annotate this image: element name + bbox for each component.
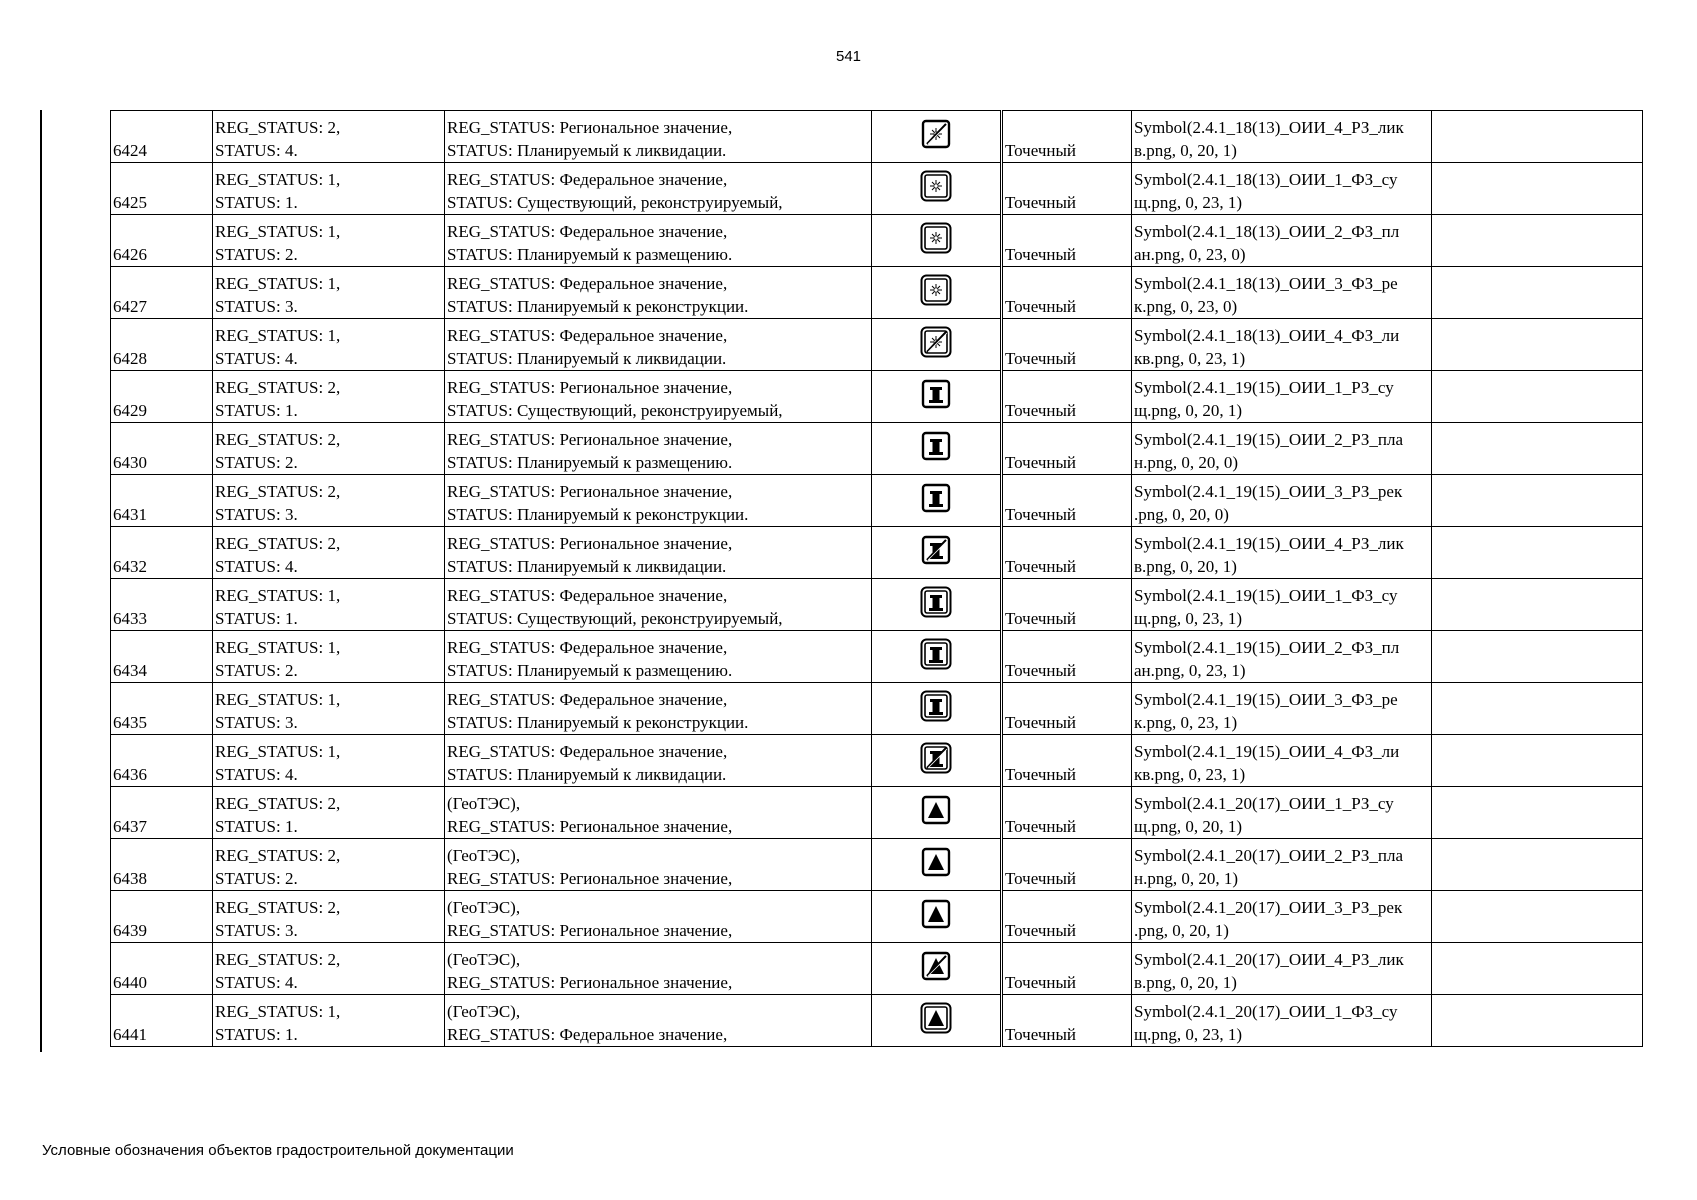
- description-line-1: (ГеоТЭС),: [447, 950, 521, 969]
- row-symbol: [872, 475, 1002, 527]
- row-status: [213, 475, 445, 527]
- row-symbol: [872, 943, 1002, 995]
- pillar-federal-icon: [920, 690, 952, 728]
- row-empty: [1432, 215, 1643, 267]
- row-symbol-def: [1132, 163, 1432, 215]
- status-line-2: STATUS: 2.: [215, 661, 298, 680]
- description-line-1: REG_STATUS: Федеральное значение,: [447, 742, 728, 761]
- status-line-2: STATUS: 3.: [215, 505, 298, 524]
- description-line-1: REG_STATUS: Региональное значение,: [447, 430, 733, 449]
- row-geometry: Точечный: [1002, 111, 1132, 163]
- row-code: 6424: [111, 111, 213, 163]
- table-row: [111, 631, 1643, 683]
- row-empty: [1432, 891, 1643, 943]
- electronics-federal-icon: [920, 170, 952, 208]
- row-symbol-def: [1132, 475, 1432, 527]
- status-line-1: REG_STATUS: 1,: [215, 586, 341, 605]
- status-line-1: REG_STATUS: 2,: [215, 898, 341, 917]
- table-row: [111, 787, 1643, 839]
- symbol-def-line-1: Symbol(2.4.1_18(13)_ОИИ_3_ФЗ_ре: [1134, 274, 1398, 293]
- row-status: [213, 319, 445, 371]
- row-empty: [1432, 683, 1643, 735]
- row-code: 6441: [111, 995, 213, 1047]
- row-empty: [1432, 267, 1643, 319]
- row-description: [445, 475, 872, 527]
- row-symbol: [872, 787, 1002, 839]
- row-geometry: Точечный: [1002, 371, 1132, 423]
- row-geometry: Точечный: [1002, 423, 1132, 475]
- row-description: [445, 839, 872, 891]
- row-code: 6437: [111, 787, 213, 839]
- status-line-1: REG_STATUS: 2,: [215, 846, 341, 865]
- symbol-def-line-1: Symbol(2.4.1_19(15)_ОИИ_4_РЗ_лик: [1134, 534, 1404, 553]
- description-line-1: (ГеоТЭС),: [447, 1002, 521, 1021]
- description-line-1: REG_STATUS: Федеральное значение,: [447, 326, 728, 345]
- table-row: [111, 891, 1643, 943]
- description-line-2: STATUS: Планируемый к ликвидации.: [447, 141, 727, 160]
- status-line-1: REG_STATUS: 1,: [215, 690, 341, 709]
- row-description: [445, 319, 872, 371]
- row-code: 6433: [111, 579, 213, 631]
- table-row: [111, 579, 1643, 631]
- row-status: [213, 267, 445, 319]
- row-description: [445, 787, 872, 839]
- status-line-2: STATUS: 4.: [215, 973, 298, 992]
- symbol-def-line-1: Symbol(2.4.1_18(13)_ОИИ_1_ФЗ_су: [1134, 170, 1398, 189]
- row-status: [213, 163, 445, 215]
- table-row: [111, 111, 1643, 163]
- row-symbol: [872, 683, 1002, 735]
- symbol-def-line-2: в.png, 0, 20, 1): [1134, 973, 1237, 992]
- row-geometry: Точечный: [1002, 163, 1132, 215]
- row-status: [213, 839, 445, 891]
- row-code: 6429: [111, 371, 213, 423]
- row-symbol-def: [1132, 735, 1432, 787]
- row-geometry: Точечный: [1002, 475, 1132, 527]
- description-line-2: STATUS: Планируемый к размещению.: [447, 245, 733, 264]
- row-status: [213, 579, 445, 631]
- status-line-2: STATUS: 2.: [215, 245, 298, 264]
- row-empty: [1432, 735, 1643, 787]
- symbol-def-line-1: Symbol(2.4.1_20(17)_ОИИ_2_РЗ_пла: [1134, 846, 1404, 865]
- status-line-1: REG_STATUS: 2,: [215, 430, 341, 449]
- row-code: 6439: [111, 891, 213, 943]
- row-symbol-def: [1132, 423, 1432, 475]
- row-symbol-def: [1132, 787, 1432, 839]
- symbol-def-line-2: ан.png, 0, 23, 1): [1134, 661, 1246, 680]
- electronics-federal-icon: [920, 274, 952, 312]
- row-description: [445, 631, 872, 683]
- symbol-def-line-2: щ.png, 0, 20, 1): [1134, 401, 1243, 420]
- row-symbol-def: [1132, 267, 1432, 319]
- description-line-1: (ГеоТЭС),: [447, 898, 521, 917]
- row-status: [213, 735, 445, 787]
- description-line-2: REG_STATUS: Региональное значение,: [447, 973, 733, 992]
- table-row: [111, 319, 1643, 371]
- row-symbol-def: [1132, 631, 1432, 683]
- symbol-def-line-2: щ.png, 0, 20, 1): [1134, 817, 1243, 836]
- table-row: [111, 839, 1643, 891]
- row-description: [445, 735, 872, 787]
- description-line-2: REG_STATUS: Региональное значение,: [447, 869, 733, 888]
- symbol-def-line-1: Symbol(2.4.1_19(15)_ОИИ_1_РЗ_су: [1134, 378, 1394, 397]
- status-line-2: STATUS: 3.: [215, 297, 298, 316]
- row-code: 6436: [111, 735, 213, 787]
- status-line-2: STATUS: 4.: [215, 765, 298, 784]
- table-row: [111, 527, 1643, 579]
- electronics-federal-liquidation-icon: [920, 326, 952, 364]
- pillar-federal-liquidation-icon: [920, 742, 952, 780]
- status-line-1: REG_STATUS: 1,: [215, 638, 341, 657]
- row-geometry: Точечный: [1002, 527, 1132, 579]
- row-symbol: [872, 267, 1002, 319]
- table-row: [111, 475, 1643, 527]
- symbol-def-line-2: н.png, 0, 20, 1): [1134, 869, 1239, 888]
- symbol-def-line-2: .png, 0, 20, 0): [1134, 505, 1229, 524]
- symbol-def-line-2: в.png, 0, 20, 1): [1134, 557, 1237, 576]
- row-description: [445, 943, 872, 995]
- symbol-def-line-1: Symbol(2.4.1_20(17)_ОИИ_3_РЗ_рек: [1134, 898, 1403, 917]
- pillar-federal-icon: [920, 586, 952, 624]
- row-geometry: Точечный: [1002, 943, 1132, 995]
- symbol-def-line-2: .png, 0, 20, 1): [1134, 921, 1229, 940]
- row-description: [445, 527, 872, 579]
- row-description: [445, 163, 872, 215]
- electronics-liquidation-icon: [920, 118, 952, 156]
- row-geometry: Точечный: [1002, 735, 1132, 787]
- row-code: 6438: [111, 839, 213, 891]
- symbol-def-line-2: к.png, 0, 23, 1): [1134, 713, 1238, 732]
- row-symbol-def: [1132, 943, 1432, 995]
- row-symbol: [872, 839, 1002, 891]
- row-symbol-def: [1132, 995, 1432, 1047]
- description-line-2: STATUS: Планируемый к размещению.: [447, 453, 733, 472]
- row-status: [213, 215, 445, 267]
- row-geometry: Точечный: [1002, 319, 1132, 371]
- symbol-def-line-1: Symbol(2.4.1_19(15)_ОИИ_2_РЗ_пла: [1134, 430, 1404, 449]
- description-line-1: REG_STATUS: Федеральное значение,: [447, 638, 728, 657]
- symbol-def-line-2: кв.png, 0, 23, 1): [1134, 765, 1246, 784]
- row-symbol-def: [1132, 891, 1432, 943]
- row-symbol: [872, 891, 1002, 943]
- status-line-2: STATUS: 3.: [215, 921, 298, 940]
- page-number: 541: [835, 48, 862, 65]
- row-status: [213, 527, 445, 579]
- status-line-1: REG_STATUS: 2,: [215, 794, 341, 813]
- footer-caption: Условные обозначения объектов градостроительной документации: [42, 1142, 514, 1159]
- row-description: [445, 423, 872, 475]
- row-empty: [1432, 839, 1643, 891]
- row-empty: [1432, 631, 1643, 683]
- table-row: [111, 163, 1643, 215]
- row-empty: [1432, 111, 1643, 163]
- description-line-2: STATUS: Планируемый к реконструкции.: [447, 505, 749, 524]
- symbol-def-line-2: щ.png, 0, 23, 1): [1134, 609, 1243, 628]
- description-line-2: STATUS: Планируемый к размещению.: [447, 661, 733, 680]
- symbol-def-line-1: Symbol(2.4.1_20(17)_ОИИ_1_РЗ_су: [1134, 794, 1394, 813]
- row-description: [445, 267, 872, 319]
- status-line-2: STATUS: 4.: [215, 349, 298, 368]
- status-line-1: REG_STATUS: 2,: [215, 118, 341, 137]
- status-line-2: STATUS: 1.: [215, 1025, 298, 1044]
- row-symbol-def: [1132, 527, 1432, 579]
- row-empty: [1432, 995, 1643, 1047]
- legend-table-body: [111, 111, 1643, 1047]
- description-line-2: REG_STATUS: Региональное значение,: [447, 921, 733, 940]
- table-row: [111, 215, 1643, 267]
- symbol-def-line-1: Symbol(2.4.1_18(13)_ОИИ_2_ФЗ_пл: [1134, 222, 1400, 241]
- row-code: 6431: [111, 475, 213, 527]
- status-line-1: REG_STATUS: 1,: [215, 170, 341, 189]
- table-row: [111, 735, 1643, 787]
- margin-line: [40, 110, 42, 1052]
- description-line-2: STATUS: Существующий, реконструируемый,: [447, 401, 783, 420]
- row-status: [213, 943, 445, 995]
- row-symbol-def: [1132, 371, 1432, 423]
- row-symbol: [872, 579, 1002, 631]
- row-code: 6426: [111, 215, 213, 267]
- row-code: 6432: [111, 527, 213, 579]
- row-empty: [1432, 371, 1643, 423]
- row-description: [445, 891, 872, 943]
- row-symbol: [872, 735, 1002, 787]
- pillar-liquidation-icon: [920, 534, 952, 572]
- row-symbol: [872, 111, 1002, 163]
- description-line-2: STATUS: Существующий, реконструируемый,: [447, 193, 783, 212]
- description-line-1: (ГеоТЭС),: [447, 846, 521, 865]
- row-status: [213, 371, 445, 423]
- status-line-1: REG_STATUS: 1,: [215, 1002, 341, 1021]
- status-line-2: STATUS: 1.: [215, 817, 298, 836]
- description-line-2: STATUS: Планируемый к ликвидации.: [447, 557, 727, 576]
- row-geometry: Точечный: [1002, 995, 1132, 1047]
- row-code: 6425: [111, 163, 213, 215]
- triangle-icon: [920, 846, 952, 884]
- status-line-1: REG_STATUS: 1,: [215, 274, 341, 293]
- row-status: [213, 995, 445, 1047]
- row-symbol-def: [1132, 683, 1432, 735]
- description-line-1: REG_STATUS: Региональное значение,: [447, 118, 733, 137]
- row-description: [445, 371, 872, 423]
- row-code: 6440: [111, 943, 213, 995]
- symbol-def-line-1: Symbol(2.4.1_18(13)_ОИИ_4_ФЗ_ли: [1134, 326, 1400, 345]
- row-geometry: Точечный: [1002, 787, 1132, 839]
- symbol-def-line-1: Symbol(2.4.1_18(13)_ОИИ_4_РЗ_лик: [1134, 118, 1404, 137]
- row-geometry: Точечный: [1002, 631, 1132, 683]
- row-empty: [1432, 943, 1643, 995]
- status-line-1: REG_STATUS: 2,: [215, 378, 341, 397]
- row-symbol: [872, 215, 1002, 267]
- row-code: 6427: [111, 267, 213, 319]
- row-empty: [1432, 319, 1643, 371]
- symbol-def-line-2: кв.png, 0, 23, 1): [1134, 349, 1246, 368]
- description-line-1: REG_STATUS: Федеральное значение,: [447, 586, 728, 605]
- pillar-icon: [920, 430, 952, 468]
- row-description: [445, 111, 872, 163]
- row-empty: [1432, 163, 1643, 215]
- row-symbol: [872, 631, 1002, 683]
- row-symbol: [872, 371, 1002, 423]
- table-row: [111, 943, 1643, 995]
- row-geometry: Точечный: [1002, 683, 1132, 735]
- table-row: [111, 371, 1643, 423]
- row-symbol: [872, 995, 1002, 1047]
- row-description: [445, 995, 872, 1047]
- status-line-2: STATUS: 4.: [215, 557, 298, 576]
- row-symbol: [872, 423, 1002, 475]
- description-line-2: REG_STATUS: Федеральное значение,: [447, 1025, 728, 1044]
- description-line-1: (ГеоТЭС),: [447, 794, 521, 813]
- row-symbol-def: [1132, 319, 1432, 371]
- row-code: 6430: [111, 423, 213, 475]
- symbol-def-line-2: ан.png, 0, 23, 0): [1134, 245, 1246, 264]
- symbol-def-line-2: щ.png, 0, 23, 1): [1134, 1025, 1243, 1044]
- status-line-1: REG_STATUS: 1,: [215, 222, 341, 241]
- row-symbol-def: [1132, 111, 1432, 163]
- row-symbol-def: [1132, 215, 1432, 267]
- table-row: [111, 683, 1643, 735]
- symbol-def-line-2: к.png, 0, 23, 0): [1134, 297, 1238, 316]
- row-symbol-def: [1132, 839, 1432, 891]
- description-line-2: STATUS: Существующий, реконструируемый,: [447, 609, 783, 628]
- description-line-1: REG_STATUS: Федеральное значение,: [447, 170, 728, 189]
- row-status: [213, 891, 445, 943]
- description-line-1: REG_STATUS: Федеральное значение,: [447, 222, 728, 241]
- triangle-icon: [920, 898, 952, 936]
- pillar-federal-icon: [920, 638, 952, 676]
- row-status: [213, 787, 445, 839]
- row-description: [445, 579, 872, 631]
- description-line-2: REG_STATUS: Региональное значение,: [447, 817, 733, 836]
- row-description: [445, 215, 872, 267]
- symbol-def-line-1: Symbol(2.4.1_20(17)_ОИИ_4_РЗ_лик: [1134, 950, 1404, 969]
- triangle-federal-icon: [920, 1002, 952, 1040]
- row-empty: [1432, 787, 1643, 839]
- symbol-def-line-1: Symbol(2.4.1_19(15)_ОИИ_3_РЗ_рек: [1134, 482, 1403, 501]
- row-symbol: [872, 527, 1002, 579]
- status-line-2: STATUS: 1.: [215, 193, 298, 212]
- row-code: 6434: [111, 631, 213, 683]
- row-geometry: Точечный: [1002, 267, 1132, 319]
- status-line-2: STATUS: 1.: [215, 609, 298, 628]
- row-status: [213, 631, 445, 683]
- row-code: 6428: [111, 319, 213, 371]
- row-status: [213, 683, 445, 735]
- status-line-2: STATUS: 3.: [215, 713, 298, 732]
- row-description: [445, 683, 872, 735]
- symbol-def-line-1: Symbol(2.4.1_19(15)_ОИИ_3_ФЗ_ре: [1134, 690, 1398, 709]
- triangle-icon: [920, 794, 952, 832]
- description-line-2: STATUS: Планируемый к реконструкции.: [447, 713, 749, 732]
- row-symbol: [872, 319, 1002, 371]
- symbol-def-line-2: щ.png, 0, 23, 1): [1134, 193, 1243, 212]
- row-geometry: Точечный: [1002, 215, 1132, 267]
- status-line-1: REG_STATUS: 1,: [215, 326, 341, 345]
- row-geometry: Точечный: [1002, 839, 1132, 891]
- electronics-federal-icon: [920, 222, 952, 260]
- symbol-def-line-2: в.png, 0, 20, 1): [1134, 141, 1237, 160]
- status-line-1: REG_STATUS: 2,: [215, 950, 341, 969]
- row-code: 6435: [111, 683, 213, 735]
- row-status: [213, 423, 445, 475]
- description-line-2: STATUS: Планируемый к реконструкции.: [447, 297, 749, 316]
- status-line-1: REG_STATUS: 2,: [215, 534, 341, 553]
- row-empty: [1432, 475, 1643, 527]
- row-geometry: Точечный: [1002, 891, 1132, 943]
- table-row: [111, 995, 1643, 1047]
- row-empty: [1432, 423, 1643, 475]
- status-line-1: REG_STATUS: 2,: [215, 482, 341, 501]
- description-line-2: STATUS: Планируемый к ликвидации.: [447, 349, 727, 368]
- row-geometry: Точечный: [1002, 579, 1132, 631]
- row-empty: [1432, 527, 1643, 579]
- description-line-1: REG_STATUS: Региональное значение,: [447, 534, 733, 553]
- symbol-def-line-1: Symbol(2.4.1_20(17)_ОИИ_1_ФЗ_су: [1134, 1002, 1398, 1021]
- triangle-liquidation-icon: [920, 950, 952, 988]
- status-line-1: REG_STATUS: 1,: [215, 742, 341, 761]
- legend-table: [110, 110, 1643, 1047]
- row-empty: [1432, 579, 1643, 631]
- description-line-1: REG_STATUS: Федеральное значение,: [447, 274, 728, 293]
- row-symbol: [872, 163, 1002, 215]
- symbol-def-line-1: Symbol(2.4.1_19(15)_ОИИ_1_ФЗ_су: [1134, 586, 1398, 605]
- description-line-1: REG_STATUS: Региональное значение,: [447, 482, 733, 501]
- symbol-def-line-1: Symbol(2.4.1_19(15)_ОИИ_2_ФЗ_пл: [1134, 638, 1400, 657]
- symbol-def-line-2: н.png, 0, 20, 0): [1134, 453, 1239, 472]
- table-row: [111, 267, 1643, 319]
- pillar-icon: [920, 378, 952, 416]
- status-line-2: STATUS: 2.: [215, 869, 298, 888]
- symbol-def-line-1: Symbol(2.4.1_19(15)_ОИИ_4_ФЗ_ли: [1134, 742, 1400, 761]
- pillar-icon: [920, 482, 952, 520]
- row-status: [213, 111, 445, 163]
- table-row: [111, 423, 1643, 475]
- status-line-2: STATUS: 1.: [215, 401, 298, 420]
- description-line-1: REG_STATUS: Региональное значение,: [447, 378, 733, 397]
- description-line-2: STATUS: Планируемый к ликвидации.: [447, 765, 727, 784]
- row-symbol-def: [1132, 579, 1432, 631]
- description-line-1: REG_STATUS: Федеральное значение,: [447, 690, 728, 709]
- status-line-2: STATUS: 4.: [215, 141, 298, 160]
- status-line-2: STATUS: 2.: [215, 453, 298, 472]
